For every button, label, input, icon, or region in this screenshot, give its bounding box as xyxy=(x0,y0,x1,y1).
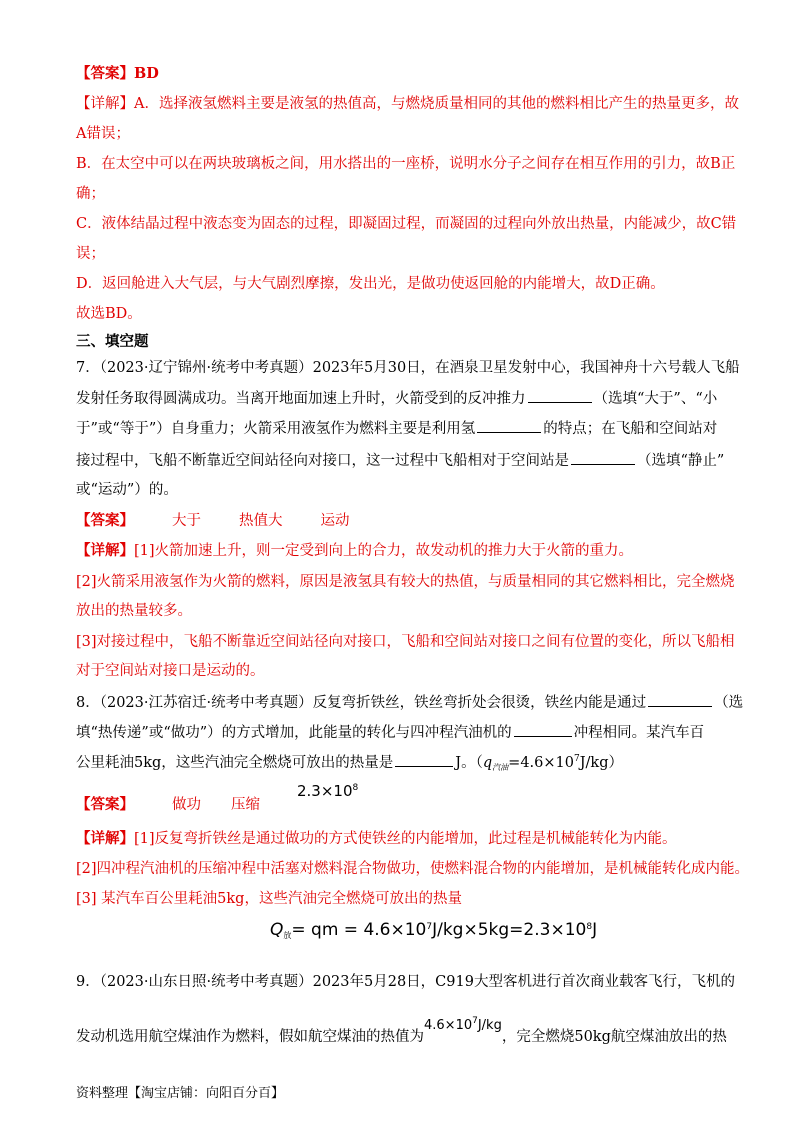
q6-detail-line: D．返回舱进入大气层，与大气剧烈摩擦，发出光，是做功使返回舱的内能增大，故D正确。 xyxy=(76,276,665,292)
q7-detail-line: 放出的热量较多。 xyxy=(76,603,192,619)
answer-tag: 【答案】 xyxy=(76,796,134,813)
q7-line: 或“运动”）的。 xyxy=(76,482,178,498)
detail-tag: 【详解】 xyxy=(76,96,134,112)
q9-heat-value: $4.6\times 10^7J/kg$ xyxy=(424,1016,502,1033)
q7-line: 接过程中，飞船不断靠近空间站径向对接口，这一过程中飞船相对于空间站是 （选填“静止” xyxy=(76,450,724,471)
q6-answer xyxy=(76,64,159,84)
q8-detail-line: [2]四冲程汽油机的压缩冲程中活塞对燃料混合物做功，使燃料混合物的内能增加，是机械能转化成内能。 xyxy=(76,861,750,877)
q6-detail-line: B．在太空中可以在两块玻璃板之间，用水搭出的一座桥，说明水分子之间存在相互作用的引力，故B正 xyxy=(76,156,736,172)
q7-detail-line: 【详解】[1]火箭加速上升，则一定受到向上的合力，故发动机的推力大于火箭的重力。 xyxy=(76,542,634,559)
q8-heat-formula: $Q_放=$ qm = $4.6\times 10^7J/kg\times 5kg=2.3\times 10^8J$ xyxy=(270,920,598,940)
answer-blank xyxy=(514,722,572,737)
footer-text: 资料整理【淘宝店铺：向阳百分百】 xyxy=(76,1086,285,1101)
answer-tag: 【答案】 xyxy=(76,65,134,82)
q6-detail-line: C．液体结晶过程中液态变为固态的过程，即凝固过程，而凝固的过程向外放出热量，内能减少，故C错 xyxy=(76,216,737,232)
q6-detail-line: 【详解】A．选择液氢燃料主要是液氢的热值高，与燃烧质量相同的其他的燃料相比产生的热量更多，故 xyxy=(76,96,739,112)
q8-line: 填“热传递”或“做功”）的方式增加，此能量的转化与四冲程汽油机的 冲程相同。某汽车百 xyxy=(76,722,704,743)
q6-detail-line: A错误； xyxy=(76,126,130,142)
q8-line: 公里耗油5kg，这些汽油完全燃烧可放出的热量是 J。$(q_{汽油}=4.6\times 10^7J/kg)$ xyxy=(76,754,623,772)
q6-detail-line: 确； xyxy=(76,186,105,202)
q7-detail-line: 对于空间站对接口是运动的。 xyxy=(76,663,265,679)
answer-tag: 【答案】 xyxy=(76,512,134,529)
q7-line: 于”或“等于”）自身重力；火箭采用液氢作为燃料主要是利用氢 的特点；在飞船和空间站对 xyxy=(76,418,717,439)
q8-line: 8．（2023·江苏宿迁·统考中考真题）反复弯折铁丝，铁丝弯折处会很烫，铁丝内能是通过 （选 xyxy=(76,692,743,713)
answer-blank xyxy=(571,450,635,465)
q7-detail-line: [3]对接过程中，飞船不断靠近空间站径向对接口，飞船和空间站对接口之间有位置的变化，所以飞船相 xyxy=(76,634,735,650)
answer-blank xyxy=(395,752,453,767)
section-title: 三、填空题 xyxy=(76,333,149,350)
answer-value: 运动 xyxy=(320,513,350,529)
q7-line: 发射任务取得圆满成功。当离开地面加速上升时，火箭受到的反冲推力 （选填“大于”、“小 xyxy=(76,388,717,409)
answer-blank xyxy=(477,418,541,433)
q8-answer-formula: $2.3\times 10^8$ xyxy=(297,782,359,800)
q7-detail-line: [2]火箭采用液氢作为火箭的燃料，原因是液氢具有较大的热值，与质量相同的其它燃料相比，完全燃烧 xyxy=(76,574,735,590)
q7-answer xyxy=(76,511,350,531)
q6-detail-line: 故选BD。 xyxy=(76,306,142,322)
q9-line: 发动机选用航空煤油作为燃料，假如航空煤油的热值为$4.6\times 10^7J/kg$，完全燃烧50kg航空煤油放出的热 xyxy=(76,1016,727,1045)
q6-detail-line: 误； xyxy=(76,246,105,262)
answer-value: 大于 xyxy=(172,513,201,529)
detail-tag: 【详解】 xyxy=(76,542,134,559)
answer-value: 热值大 xyxy=(239,513,283,529)
answer-value: 压缩 xyxy=(231,797,260,813)
answer-blank xyxy=(528,388,592,403)
detail-tag: 【详解】 xyxy=(76,830,134,847)
answer-value: BD xyxy=(134,65,159,82)
answer-blank xyxy=(648,692,712,707)
q8-detail-line: [3] 某汽车百公里耗油5kg，这些汽油完全燃烧可放出的热量 xyxy=(76,891,462,907)
q9-line: 9．（2023·山东日照·统考中考真题）2023年5月28日，C919大型客机进行首次商业载客飞行，飞机的 xyxy=(76,974,735,990)
q7-line: 7．（2023·辽宁锦州·统考中考真题）2023年5月30日，在酒泉卫星发射中心，我国神舟十六号载人飞船 xyxy=(76,360,740,376)
answer-value: 做功 xyxy=(172,797,201,813)
q8-detail-line: 【详解】[1]反复弯折铁丝是通过做功的方式使铁丝的内能增加，此过程是机械能转化为内能。 xyxy=(76,830,677,847)
q8-answer xyxy=(76,795,260,815)
